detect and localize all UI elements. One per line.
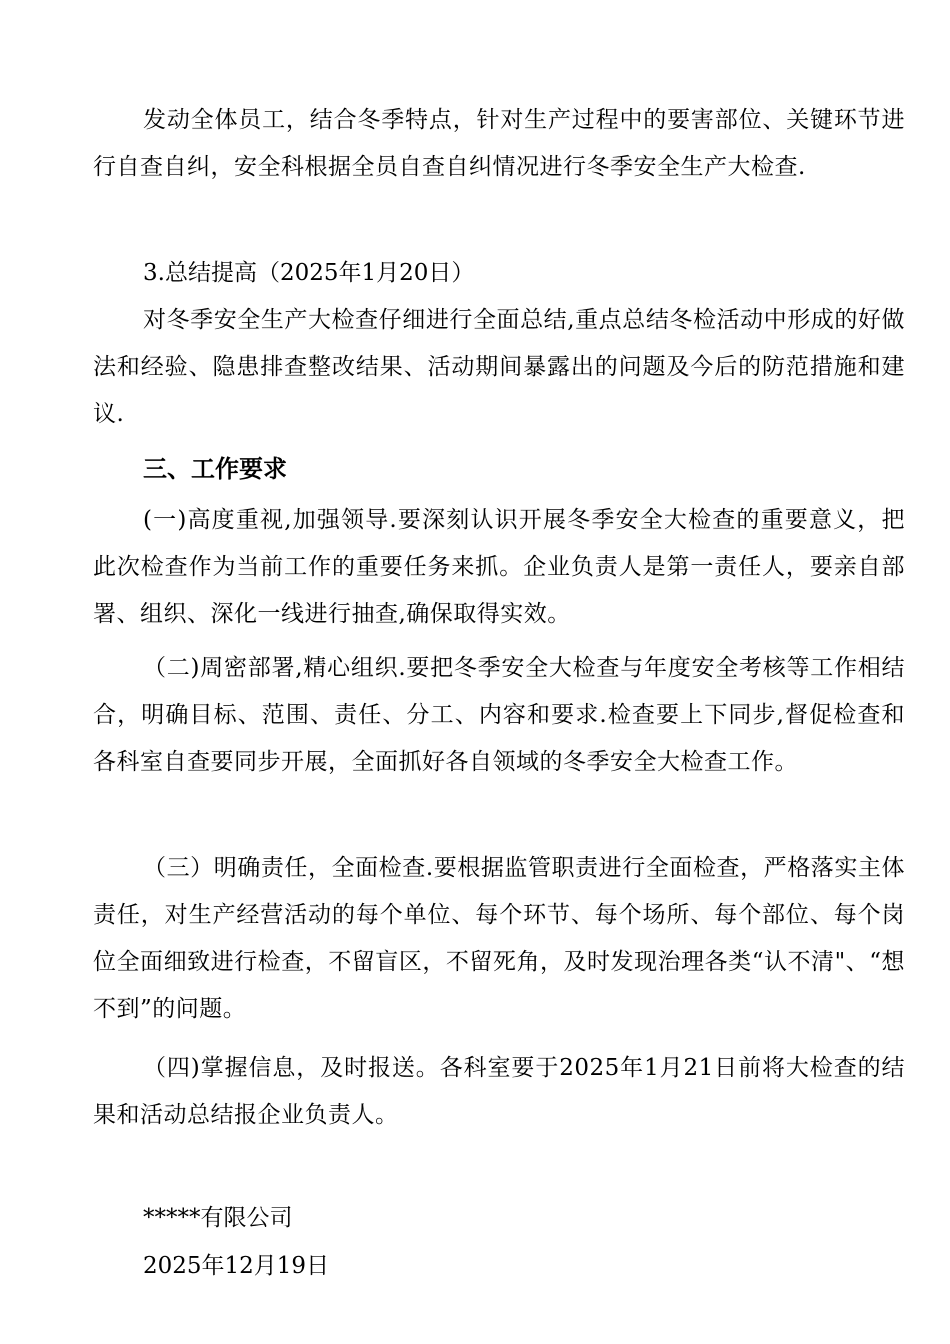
paragraph-requirement-1: (一)高度重视,加强领导.要深刻认识开展冬季安全大检查的重要意义，把此次检查作为当前工作的重要任务来抓。企业负责人是第一责任人，要亲自部署、组织、深化一线进行抽查,确保取得实效。 [93,507,905,627]
paragraph-requirement-4: （四)掌握信息，及时报送。各科室要于2025年1月21日前将大检查的结果和活动总结报企业负责人。 [93,1055,905,1128]
item-summary-heading: 3.总结提高（2025年1月20日） [143,260,475,286]
paragraph-summary: 对冬季安全生产大检查仔细进行全面总结,重点总结冬检活动中形成的好做法和经验、隐患排查整改结果、活动期间暴露出的问题及今后的防范措施和建议. [93,307,905,427]
paragraph-requirement-3: （三）明确责任，全面检查.要根据监管职责进行全面检查，严格落实主体责任，对生产经营活动的每个单位、每个环节、每个场所、每个部位、每个岗位全面细致进行检查，不留盲区，不留死角，及时发现治理各类“认不清"、“想不到”的问题。 [93,855,905,1022]
paragraph-self-inspection: 发动全体员工，结合冬季特点，针对生产过程中的要害部位、关键环节进行自查自纠，安全科根据全员自查自纠情况进行冬季安全生产大检查. [93,107,905,180]
document-date: 2025年12月19日 [143,1253,330,1279]
paragraph-requirement-2: （二)周密部署,精心组织.要把冬季安全大检查与年度安全考核等工作相结合，明确目标、范围、责任、分工、内容和要求.检查要上下同步,督促检查和各科室自查要同步开展，全面抓好各自领域的冬季安全大检查工作。 [93,655,905,775]
section-heading-requirements: 三、工作要求 [143,455,287,483]
company-signature: *****有限公司 [143,1205,293,1231]
